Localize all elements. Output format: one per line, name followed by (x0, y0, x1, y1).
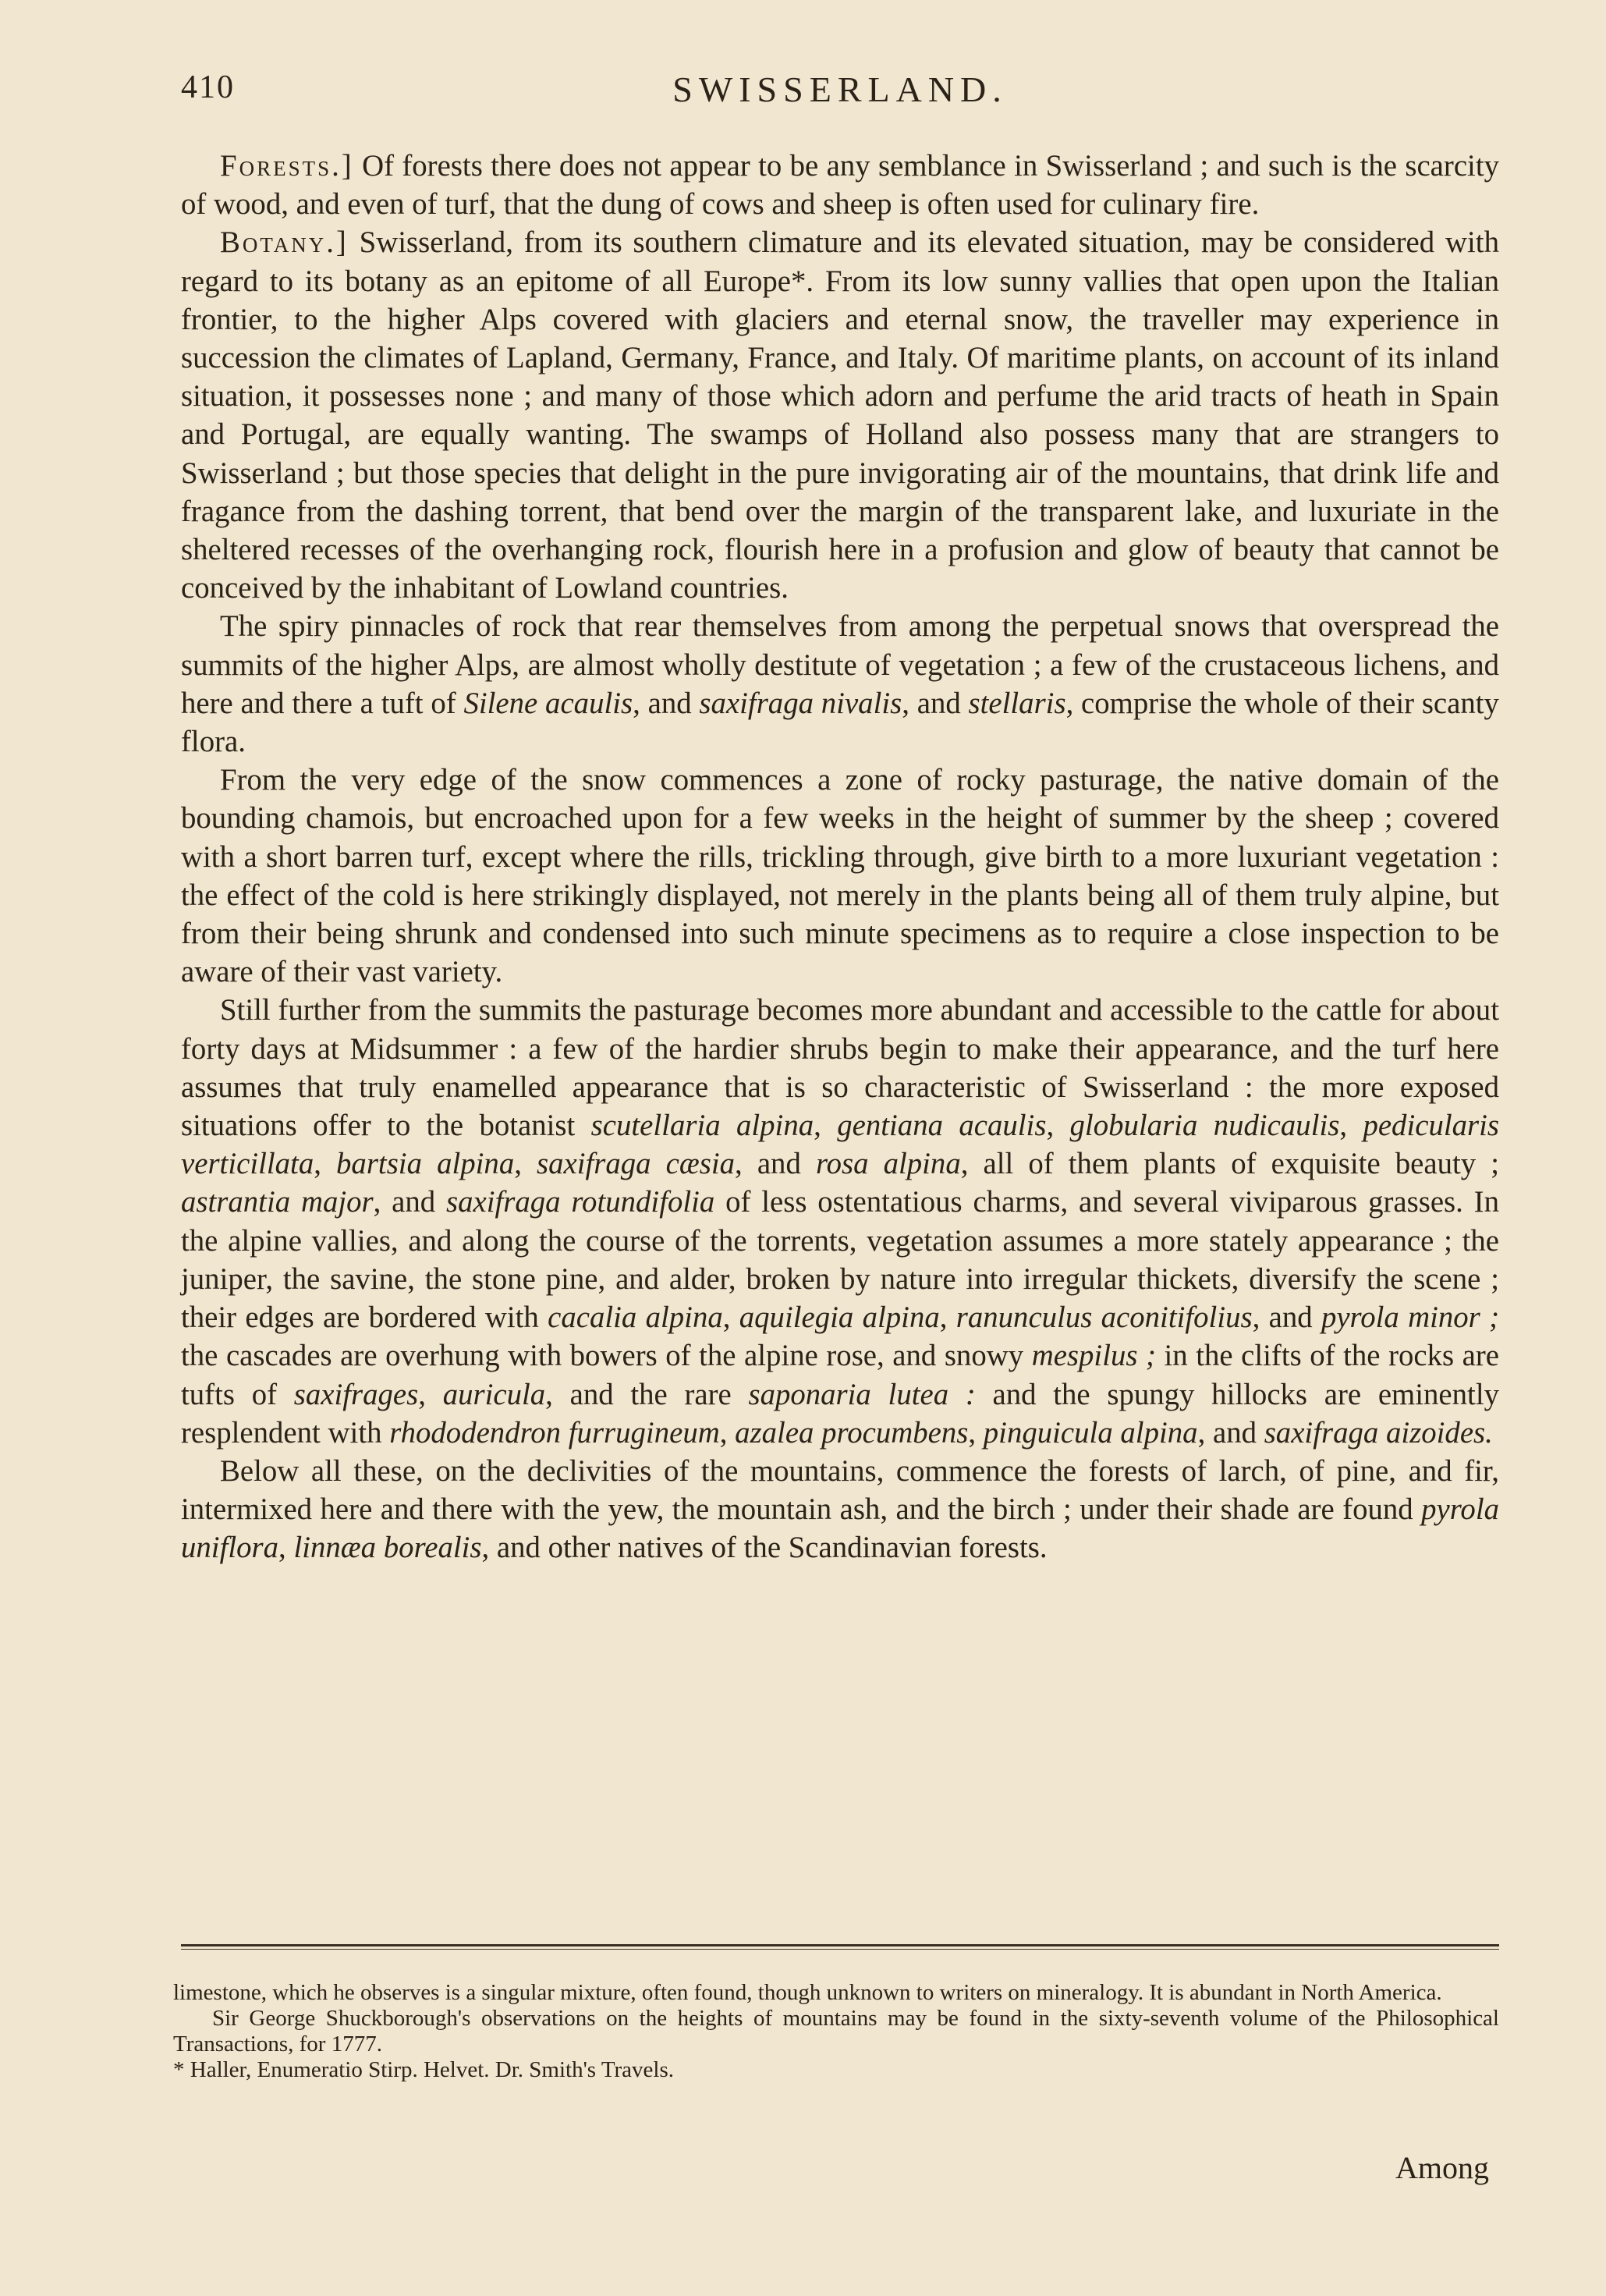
plant-name: saxifraga nivalis (699, 686, 902, 720)
paragraph-text: Swisserland, from its southern climature and its elevated situation, may be considered with regard to its botany as an epitome of all Europe*. From its low sunny vallies that open upon the Italian frontier, to the higher Alps covered with glaciers and eternal snow, the traveller may experience in succession the climates of Lapland, Germany, France, and Italy. Of maritime plants, on account of its inland situation, it possesses none ; and many of those which adorn and perfume the arid tracts of heath in Spain and Portugal, are equally wanting. The swamps of Holland also possess many that are strangers to Swisserland ; but those species that delight in the pure invigorating air of the mountains, that drink life and fragance from the dashing torrent, that bend over the margin of the transparent lake, and luxuriate in the sheltered recesses of the overhanging rock, flourish here in a profusion and glow of beauty that cannot be conceived by the inhabitant of Lowland countries. (181, 225, 1499, 605)
text-run: in the clifts of the rocks are tufts of (181, 1339, 1500, 1411)
text-run: Below all these, on the declivities of the mountains, commence the forests of larch, of pine, and fir, intermixed here and there with the yew, the mountain ash, and the birch ; under their shade are found (181, 1453, 1499, 1527)
text-run: , and (633, 686, 700, 720)
text-run: , (1046, 1109, 1070, 1143)
text-run: , all of them plants of exquisite beauty ; (960, 1147, 1500, 1181)
paragraph-forests (181, 147, 1499, 223)
running-head: SWISSERLAND. (672, 69, 1008, 109)
text-run: , and the rare (545, 1377, 749, 1411)
text-run: , (1339, 1109, 1363, 1143)
paragraph-summits (181, 607, 1499, 761)
text-run: , and (1197, 1415, 1264, 1450)
text-run: Still further from the summits the pasturage becomes more abundant and accessible to the cattle for about forty days at Midsummer : a few of the hardier shrubs begin to make their appearance, and the turf here assumes that truly enamelled appearance that is so characteristic of Swisserland : the more exposed situations offer to the botanist (181, 993, 1499, 1143)
footnote-divider (181, 1944, 1499, 1946)
text-run: , and (373, 1185, 446, 1219)
paragraph-text: Of forests there does not appear to be any semblance in Swisserland ; and such is the scarcity of wood, and even of turf, that the dung of cows and sheep is often used for culinary fire. (181, 149, 1499, 222)
plant-name: saxifrages (293, 1377, 419, 1411)
text-run: , (939, 1301, 956, 1335)
footnote-divider-thin (181, 1949, 1499, 1950)
text-run: , (722, 1301, 739, 1335)
text-run: , and (1252, 1301, 1321, 1335)
plant-name: linnæa borealis (293, 1531, 482, 1565)
footnotes (173, 1980, 1499, 2083)
plant-name: ranunculus aconitifolius (955, 1301, 1253, 1335)
plant-name: pyrola uniflora (181, 1492, 1499, 1565)
paragraph-forests-below (181, 1452, 1499, 1567)
plant-name: Silene acaulis (463, 686, 633, 720)
text-run: , and (735, 1147, 816, 1181)
plant-name: pinguicula alpina (983, 1415, 1198, 1450)
main-text (181, 147, 1499, 1567)
text-run: , (314, 1147, 337, 1181)
footnote-shuckborough: Sir George Shuckborough's observations on the heights of mountains may be found in the sixty-seventh volume of the Philosophical Transactions, for 1777. (173, 2006, 1499, 2056)
text-run: , (418, 1377, 443, 1411)
plant-name: azalea procumbens (735, 1415, 969, 1450)
text-run: the cascades are overhung with bowers of the alpine rose, and snowy (181, 1339, 1032, 1373)
plant-name: cacalia alpina (548, 1301, 723, 1335)
text-run: , and other natives of the Scandinavian forests. (481, 1531, 1048, 1565)
plant-name: rosa alpina (815, 1147, 961, 1181)
catchword: Among (1395, 2150, 1489, 2185)
plant-name: saxifraga aizoides. (1264, 1415, 1493, 1450)
plant-name: astrantia major (181, 1185, 374, 1219)
plant-name: scutellaria alpina (590, 1109, 814, 1143)
section-lead-forests: Forests.] (220, 149, 354, 183)
plant-name: stellaris (968, 686, 1066, 720)
paragraph-lower-pasturage (181, 991, 1499, 1451)
text-run: and the spungy hillocks are eminently resplendent with (181, 1377, 1499, 1450)
text-run: , and (902, 686, 969, 720)
plant-name: mespilus ; (1031, 1339, 1156, 1373)
plant-name: globularia nudicaulis (1069, 1109, 1340, 1143)
text-run: The spiry pinnacles of rock that rear themselves from among the perpetual snows that overspread the summits of the higher Alps, are almost wholly destitute of vegetation ; a few of the crustaceous lichens, and here and there a tuft of (181, 609, 1499, 720)
page-header (181, 69, 1499, 115)
plant-name: gentiana acaulis (837, 1109, 1047, 1143)
text-run: , (814, 1109, 838, 1143)
footnote-continued: limestone, which he observes is a singular mixture, often found, though unknown to writers on mineralogy. It is abundant in North America. (173, 1980, 1442, 2005)
text-run: , (278, 1531, 294, 1565)
text-run: , (514, 1147, 537, 1181)
text-run: , (968, 1415, 984, 1450)
plant-name: saxifraga rotundifolia (446, 1185, 715, 1219)
plant-name: pyrola minor ; (1321, 1301, 1499, 1335)
text-run: , comprise the whole of their scanty flora. (181, 686, 1499, 759)
plant-name: bartsia alpina (336, 1147, 515, 1181)
paragraph-botany (181, 223, 1499, 607)
page-number: 410 (181, 69, 235, 105)
section-lead-botany: Botany.] (220, 225, 349, 260)
text-run: of less ostentatious charms, and several viviparous grasses. In the alpine vallies, and along the course of the torrents, vegetation assumes a more stately appearance ; the juniper, the savine, the stone pine, and alder, broken by nature into irregular thickets, diversify the scene ; their edges are bordered with (181, 1185, 1499, 1335)
plant-name: pedicularis verticillata (181, 1109, 1500, 1181)
plant-name: saxifraga cæsia (537, 1147, 736, 1181)
plant-name: saponaria lutea : (748, 1377, 976, 1411)
footnote-haller: * Haller, Enumeratio Stirp. Helvet. Dr. Smith's Travels. (173, 2057, 675, 2082)
plant-name: aquilegia alpina (739, 1301, 940, 1335)
text-run: , (719, 1415, 736, 1450)
plant-name: rhododendron furrugineum (389, 1415, 720, 1450)
paragraph-text: From the very edge of the snow commences a zone of rocky pasturage, the native domain of the bounding chamois, but encroached upon for a few weeks in the height of summer by the sheep ; covered with a short barren turf, except where the rills, trickling through, give birth to a more luxuriant vegetation : the effect of the cold is here strikingly displayed, not merely in the plants being all of them truly alpine, but from their being shrunk and condensed into such minute specimens as to require a close inspection to be aware of their vast variety. (181, 763, 1499, 989)
plant-name: auricula (442, 1377, 546, 1411)
paragraph-rocky-pasturage (181, 761, 1499, 991)
